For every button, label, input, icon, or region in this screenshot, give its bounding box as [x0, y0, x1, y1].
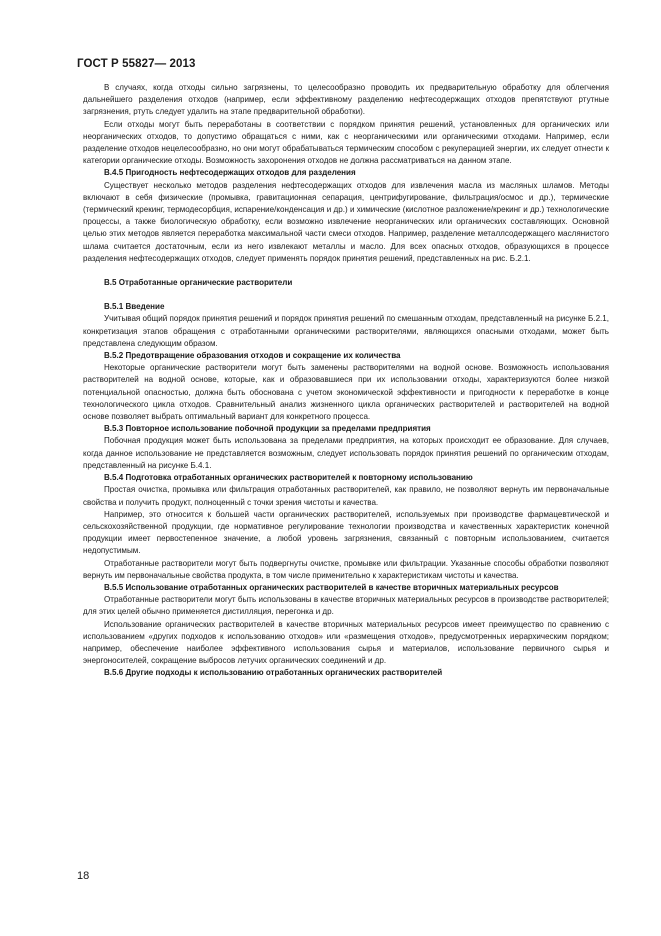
- section-heading: В.5.1 Введение: [104, 302, 165, 312]
- paragraph: Если отходы могут быть переработаны в соответствии с порядком принятия решений, установленных для органических или неорганических отходов, то допустимо обращаться с ними, как с неорганическими или органическими отходами. Например, если разделение отходов нецелесообразно, но они могут обрабатываться термическим способом с рекуперацией энергии, их следует отнести к категории органические отходы. Возможность захоронения отходов не должна рассматриваться на данном этапе.: [83, 119, 609, 166]
- section-heading: В.5.3 Повторное использование побочной продукции за пределами предприятия: [104, 424, 431, 434]
- paragraph: Простая очистка, промывка или фильтрация отработанных растворителей, как правило, не позволяют вернуть им первоначальные свойства и получить продукт, полноценный с точки зрения чистоты и качества.: [83, 485, 609, 507]
- paragraph: Существует несколько методов разделения нефтесодержащих отходов для извлечения масла из масляных шламов. Методы включают в себя физические (промывка, гравитационная сепарация, центрифугирование, фильтрация/осмос и др.), термические (термический крекинг, термодесорбция, испарение/конденсация и др.) и химические (кислотное разложение/крекинг и др.) технологические процессы, а также биологическую обработку, если возможно извлечение неорганических или органических составляющих. Основной целью этих методов является переработка максимальной части смеси отходов. Например, разделение металлсодержащего маслянистого шлама считается достаточным, если из него извлекают металлы и масло. Для всех опасных отходов, образующихся в процессе разделения нефтесодержащих отходов, следует применять порядок принятия решений, представленных на рис. Б.2.1.: [83, 180, 609, 263]
- section-heading: В.5.2 Предотвращение образования отходов и сокращение их количества: [104, 351, 401, 361]
- paragraph: В случаях, когда отходы сильно загрязнены, то целесообразно проводить их предварительную обработку для облегчения дальнейшего разделения отходов (например, если эффективному разделению нефтесодержащих отходов препятствуют ртутные загрязнения, ртуть следует удалить на этапе предварительной обработки).: [83, 83, 609, 117]
- section-heading: В.5 Отработанные органические растворители: [104, 278, 293, 288]
- paragraph: Побочная продукция может быть использована за пределами предприятия, на которых происходит ее образование. Для случаев, когда данное использование не представляется возможным, следует использовать порядок принятия решений по органическим отходам, представленный на рисунке Б.4.1.: [83, 436, 609, 470]
- section-heading: В.5.5 Использование отработанных органических растворителей в качестве вторичных материальных ресурсов: [104, 582, 559, 592]
- paragraph: Использование органических растворителей в качестве вторичных материальных ресурсов имеет преимущество по сравнению с использованием «других подходов к использованию отходов» или «размещения отходов», предусмотренных иерархическим порядком; например, обеспечение наиболее эффективного использования сырья и материалов, использование первичного сырья и энергоносителей, сокращение выбросов летучих органических соединений и др.: [83, 619, 609, 666]
- paragraph: Отработанные растворители могут быть подвергнуты очистке, промывке или фильтрации. Указанные способы обработки позволяют вернуть им первоначальные свойства продукта, в том числе применительно к характеристикам чистоты и качества.: [83, 558, 609, 580]
- section-heading: В.5.4 Подготовка отработанных органических растворителей к повторному использованию: [104, 473, 473, 483]
- section-heading: В.4.5 Пригодность нефтесодержащих отходов для разделения: [104, 168, 356, 178]
- page-number: 18: [77, 870, 90, 882]
- paragraph: Отработанные растворители могут быть использованы в качестве вторичных материальных ресурсов в производстве растворителей; для этих целей обычно применяется дистилляция, перегонка и др.: [83, 595, 609, 617]
- paragraph: Учитывая общий порядок принятия решений и порядок принятия решений по смешанным отходам, представленный на рисунке Б.2.1, конкретизация этапов обращения с отработанными органическими растворителями, являющихся опасными отходами, может быть представлена следующим образом.: [83, 314, 609, 348]
- section-heading: В.5.6 Другие подходы к использованию отработанных органических растворителей: [104, 668, 443, 678]
- document-body: [83, 82, 609, 680]
- standard-code-header: ГОСТ Р 55827— 2013: [77, 58, 196, 70]
- paragraph: Некоторые органические растворители могут быть заменены растворителями на водной основе. Возможность использования растворителей на водной основе, которые, как и образовавшиеся при их использовании отходы, характеризуются более низкой потенциальной опасностью, должна быть обоснована с учетом экономической эффективности и пригодности к переработке в конце технологического цикла отходов. Сравнительный анализ жизненного цикла органических растворителей и растворителей на водной основе позволяет выбрать оптимальный вариант для конкретного процесса.: [83, 363, 609, 422]
- paragraph: Например, это относится к большей части органических растворителей, используемых при производстве фармацевтической и сельскохозяйственной продукции, где нормативное регулирование технологии производства и качественных характеристик конечной продукции имеет первостепенное значение, а любой уровень загрязнения, связанный с повторным использованием, считается недопустимым.: [83, 509, 609, 556]
